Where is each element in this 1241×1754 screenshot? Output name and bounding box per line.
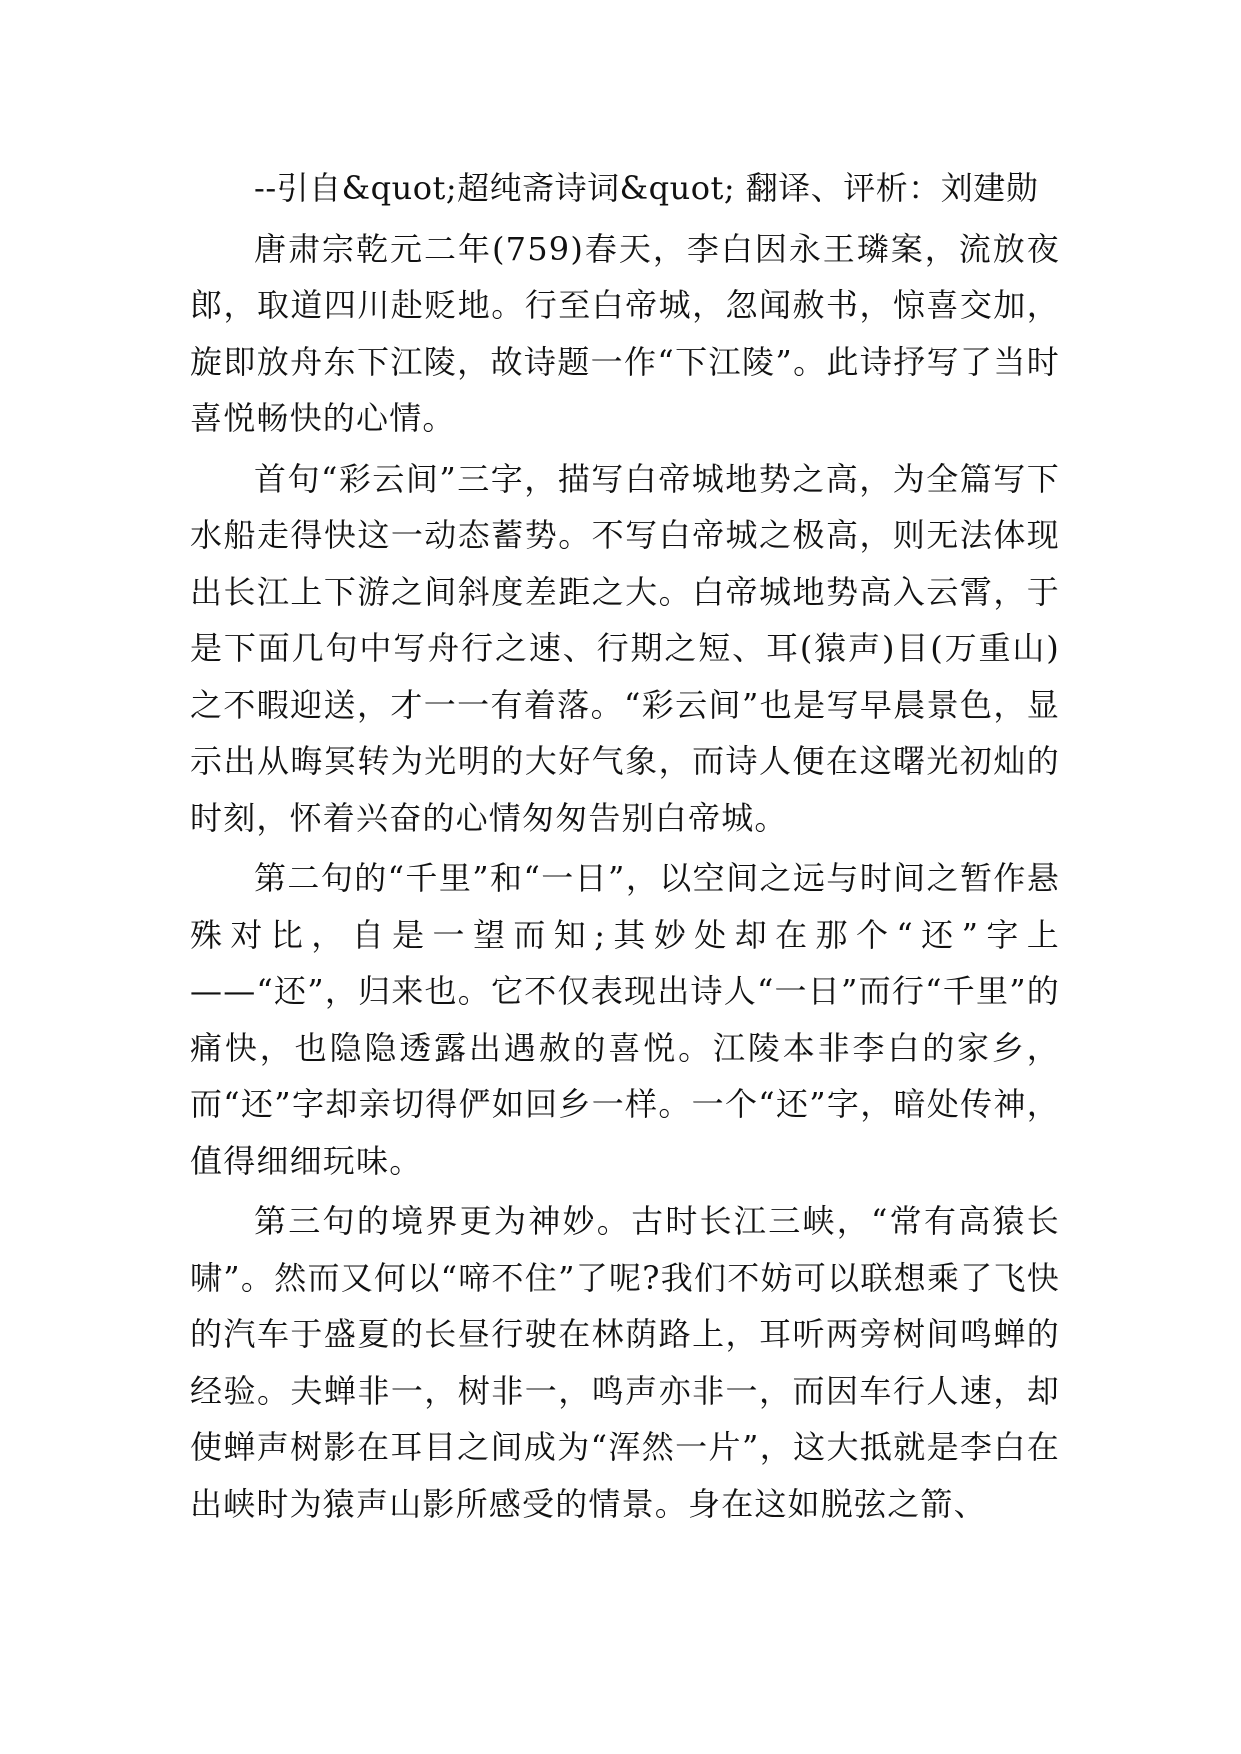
source-attribution: --引自&quot;超纯斋诗词&quot; 翻译、评析：刘建勋 [254, 169, 1039, 207]
paragraph-second-line-analysis: 第二句的“千里”和“一日”，以空间之远与时间之暂作悬殊对比，自是一望而知;其妙处却在那个“还”字上——“还”，归来也。它不仅表现出诗人“一日”而行“千里”的痛快，也隐隐透露出遇赦的喜悦。江陵本非李白的家乡，而“还”字却亲切得俨如回乡一样。一个“还”字，暗处传神，值得细细玩味。 [190, 859, 1060, 1180]
document-body [190, 160, 1060, 1536]
paragraph-third-line-analysis: 第三句的境界更为神妙。古时长江三峡，“常有高猿长啸”。然而又何以“啼不住”了呢?我们不妨可以联想乘了飞快的汽车于盛夏的长昼行驶在林荫路上，耳听两旁树间鸣蝉的经验。夫蝉非一，树非一，鸣声亦非一，而因车行人速，却使蝉声树影在耳目之间成为“浑然一片”，这大抵就是李白在出峡时为猿声山影所感受的情景。身在这如脱弦之箭、 [190, 1202, 1060, 1523]
paragraph-background: 唐肃宗乾元二年(759)春天，李白因永王璘案，流放夜郎，取道四川赴贬地。行至白帝城，忽闻赦书，惊喜交加，旋即放舟东下江陵，故诗题一作“下江陵”。此诗抒写了当时喜悦畅快的心情。 [190, 229, 1060, 437]
paragraph-first-line-analysis: 首句“彩云间”三字，描写白帝城地势之高，为全篇写下水船走得快这一动态蓄势。不写白帝城之极高，则无法体现出长江上下游之间斜度差距之大。白帝城地势高入云霄，于是下面几句中写舟行之速、行期之短、耳(猿声)目(万重山)之不暇迎送，才一一有着落。“彩云间”也是写早晨景色，显示出从晦冥转为光明的大好气象，而诗人便在这曙光初灿的时刻，怀着兴奋的心情匆匆告别白帝城。 [190, 459, 1060, 837]
